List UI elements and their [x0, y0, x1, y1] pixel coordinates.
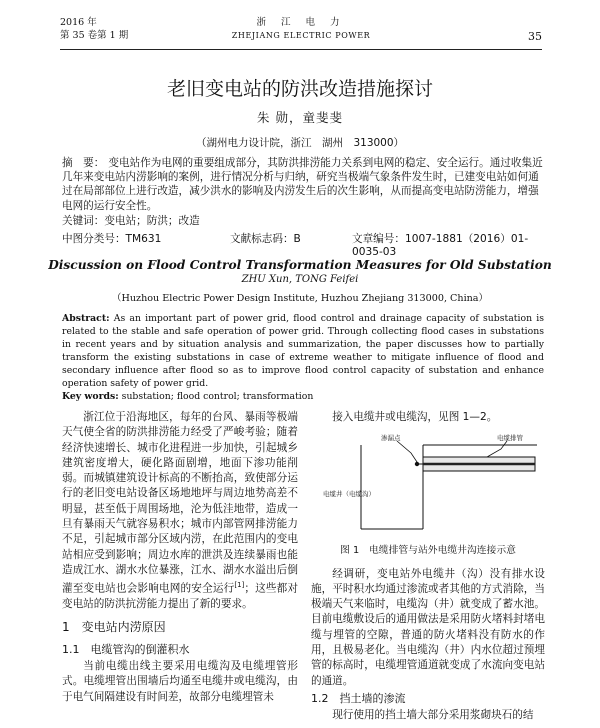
figure-1-caption: 图 1 电缆排管与站外电缆井沟连接示意: [340, 545, 516, 557]
keywords-cn: [62, 213, 544, 228]
keywords-cn-text: 变电站；防洪；改造: [104, 215, 200, 227]
keywords-en: [62, 391, 544, 402]
paper-affiliation-en: （Huzhou Electric Power Design Institute, Huzhou Zhejiang 313000, China）: [111, 293, 489, 304]
cable-conduit-diagram: [311, 431, 545, 539]
running-header: [60, 14, 542, 48]
section-1-1-heading: 1.1 电缆管沟的倒灌积水: [62, 642, 190, 656]
body-left-column: [62, 410, 298, 705]
figure-1: [311, 431, 545, 539]
conduit-label: 电缆排管: [497, 434, 523, 443]
abstract-cn: [62, 156, 544, 213]
abstract-cn-text: 变电站作为电网的重要组成部分，其防洪排涝能力关系到电网的稳定、安全运行。通过收集近几年来变电站内涝影响的案例，进行情况分析与归纳，研究当极端气象条件发生时，已建变电站如何通过在局部部位上进行改造，减少洪水的影响及内涝发生后的次生影响，从而提高变电站防涝能力，增强电网的运行安全性。: [62, 157, 543, 212]
reference-marker: [1]: [234, 581, 245, 590]
body-right-column: [311, 410, 545, 724]
page-number: 35: [528, 30, 542, 43]
paper-title-en: Discussion on Flood Control Transformation Measures for Old Substation: [48, 258, 552, 272]
paper-authors: 朱 勋，童斐斐: [257, 110, 343, 125]
section-1-1-paragraph: 当前电缆出线主要采用电缆沟及电缆埋管形式。电缆埋管出围墙后均通至电缆井或电缆沟，由于电气间隔建设有时间差，故部分电缆埋管未: [62, 659, 298, 703]
header-year: 2016 年: [60, 17, 97, 28]
figure-reference-line: 接入电缆井或电缆沟，见图 1—2。: [332, 411, 498, 423]
survey-paragraph: 经调研，变电站外电缆井（沟）没有排水设施，平时积水均通过渗流或者其他的方式消除，当极端天气来临时，电缆沟（井）就变成了蓄水池。目前电缆敷设后的通用做法是采用防火堵料封堵电缆与埋管的空隙，普通的防火堵料没有防水的作用，且极易老化。当电缆沟（井）内水位超过预埋管的标高时，电缆埋管通道就变成了水流向变电站的通道。: [311, 567, 545, 687]
intro-text: 浙江位于沿海地区，每年的台风、暴雨等极端天气使全省的防洪排涝能力经受了严峻考验；随着经济快速增长、城市化进程进一步加快，引起城乡建筑密度增大，硬化路面剧增，地面下渗功能削弱。而城镇建筑设计标高的不断抬高，致使部分运行的老旧变电站设备区场地地坪与周边地势高差不明显，甚至低于周围场地，沦为低洼地带，造成一旦有暴雨天气就容易积水；城市内部管网排涝能力不足，引起城市部分区域内涝，在此范围内的变电站相应受到影响；周边水库的泄洪及连续暴雨也能造成江水、湖水水位暴涨，江水、湖水水溢出后倒灌至变电站也会影响电网的安全运行: [62, 411, 298, 595]
keywords-en-text: substation; flood control; transformation: [121, 391, 314, 402]
abstract-cn-label: 摘 要：: [62, 157, 105, 169]
section-1-heading: 1 变电站内涝原因: [62, 620, 166, 635]
intro-paragraph: [62, 410, 298, 612]
paper-affiliation: （湖州电力设计院，浙江 湖州 313000）: [195, 137, 405, 149]
section-1-2-paragraph: 现行使用的挡土墙大部分采用浆砌块石的结: [332, 709, 534, 722]
paper-title: 老旧变电站的防洪改造措施探讨: [166, 78, 433, 100]
section-1-2-heading: 1.2 挡土墙的渗流: [311, 691, 406, 705]
journal-name-cn: 浙 江 电 力: [256, 17, 346, 28]
header-volume-issue: 第 35 卷第 1 期: [60, 30, 129, 41]
abstract-en: [62, 312, 544, 391]
keywords-en-label: Key words:: [62, 391, 119, 402]
header-rule: [60, 49, 542, 50]
classification-meta: [62, 231, 544, 258]
abstract-en-text: As an important part of power grid, flood control and drainage capacity of substation is related to the stable and safe operation of power grid. Through collecting flood cases in substations in recent years and by situation analysis and summarization, the paper discusses how to partially transform the existing substations in case of extreme weather to mitigate influence of flood and secondary influence after flood so as to improve flood control capacity of substation and enhance operation safety of power grid.: [62, 313, 544, 390]
intro-tail: ；这些都对变电站的防洪抗涝能力提出了新的要求。: [62, 582, 299, 611]
cable-well-label: 电缆井（电缆沟）: [323, 490, 375, 499]
document-code: 文献标志码：B: [230, 233, 301, 245]
clc-number: 中图分类号：TM631: [62, 233, 162, 245]
leak-point-label: 渗漏点: [381, 434, 401, 443]
abstract-en-label: Abstract:: [62, 313, 110, 324]
leak-point-marker: [415, 462, 419, 466]
journal-name-en: ZHEJIANG ELECTRIC POWER: [231, 31, 371, 40]
article-number: 文章编号：1007-1881（2016）01-0035-03: [352, 233, 529, 258]
header-journal: [60, 16, 542, 42]
keywords-cn-label: 关键词：: [62, 215, 105, 227]
paper-authors-en: ZHU Xun, TONG Feifei: [241, 274, 359, 285]
